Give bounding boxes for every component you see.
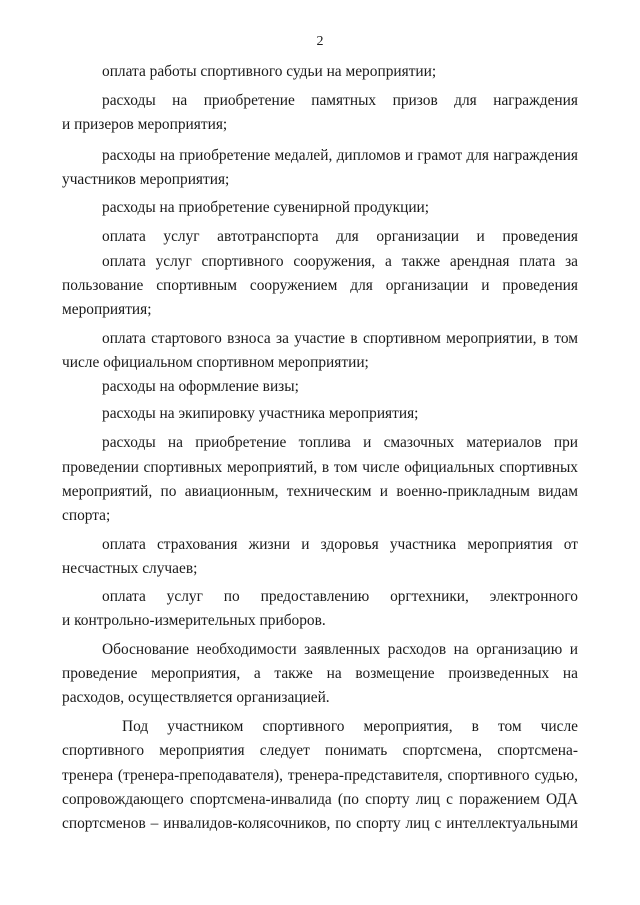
text-line: расходы на приобретение топлива и смазочных материалов при [102, 434, 578, 451]
text-line: сопровождающего спортсмена-инвалида (по спорту лиц с поражением ОДА [62, 791, 578, 808]
text-line: расходы на экипировку участника мероприятия; [102, 405, 419, 422]
text-line: расходы на приобретение сувенирной продукции; [102, 199, 430, 216]
text-line: несчастных случаев; [62, 560, 198, 577]
text-line: оплата стартового взноса за участие в спортивном мероприятии, в том [102, 330, 578, 347]
text-line: числе официальном спортивном мероприятии; [62, 354, 369, 371]
text-line: спортсменов – инвалидов-колясочников, по спорту лиц с интеллектуальными [62, 815, 578, 832]
page-number: 2 [316, 34, 324, 49]
text-line: оплата работы спортивного судьи на мероприятии; [102, 63, 437, 80]
text-line: пользование спортивным сооружением для организации и проведения [62, 277, 578, 294]
text-line: мероприятия; [62, 301, 152, 318]
text-line: оплата услуг автотранспорта для организации и проведения [102, 228, 578, 245]
text-line: оплата услуг спортивного сооружения, а также арендная плата за [102, 253, 578, 270]
text-line: Обоснование необходимости заявленных расходов на организацию и [102, 641, 578, 658]
text-line: проведении спортивных мероприятий, в том числе официальных спортивных [62, 459, 578, 476]
text-line: спортивного мероприятия следует понимать спортсмена, спортсмена- [62, 742, 578, 759]
text-line: Под участником спортивного мероприятия, в том числе [122, 718, 578, 735]
text-line: оплата страхования жизни и здоровья участника мероприятия от [102, 536, 578, 553]
text-line: и контрольно-измерительных приборов. [62, 612, 326, 629]
text-line: проведение мероприятия, а также на возмещение произведенных на [62, 665, 578, 682]
text-line: тренера (тренера-преподавателя), тренера-представителя, спортивного судью, [62, 767, 578, 784]
text-line: участников мероприятия; [62, 171, 230, 188]
text-line: расходов, осуществляется организацией. [62, 689, 330, 706]
text-line: оплата услуг по предоставлению оргтехники, электронного [102, 588, 578, 605]
text-line: расходы на приобретение памятных призов для награждения [102, 92, 578, 109]
text-line: и призеров мероприятия; [62, 116, 228, 133]
text-line: расходы на приобретение медалей, дипломов и грамот для награждения [102, 147, 578, 164]
text-line: мероприятий, по авиационным, техническим и военно-прикладным видам [62, 483, 578, 500]
text-line: спорта; [62, 507, 111, 524]
text-line: расходы на оформление визы; [102, 378, 299, 395]
